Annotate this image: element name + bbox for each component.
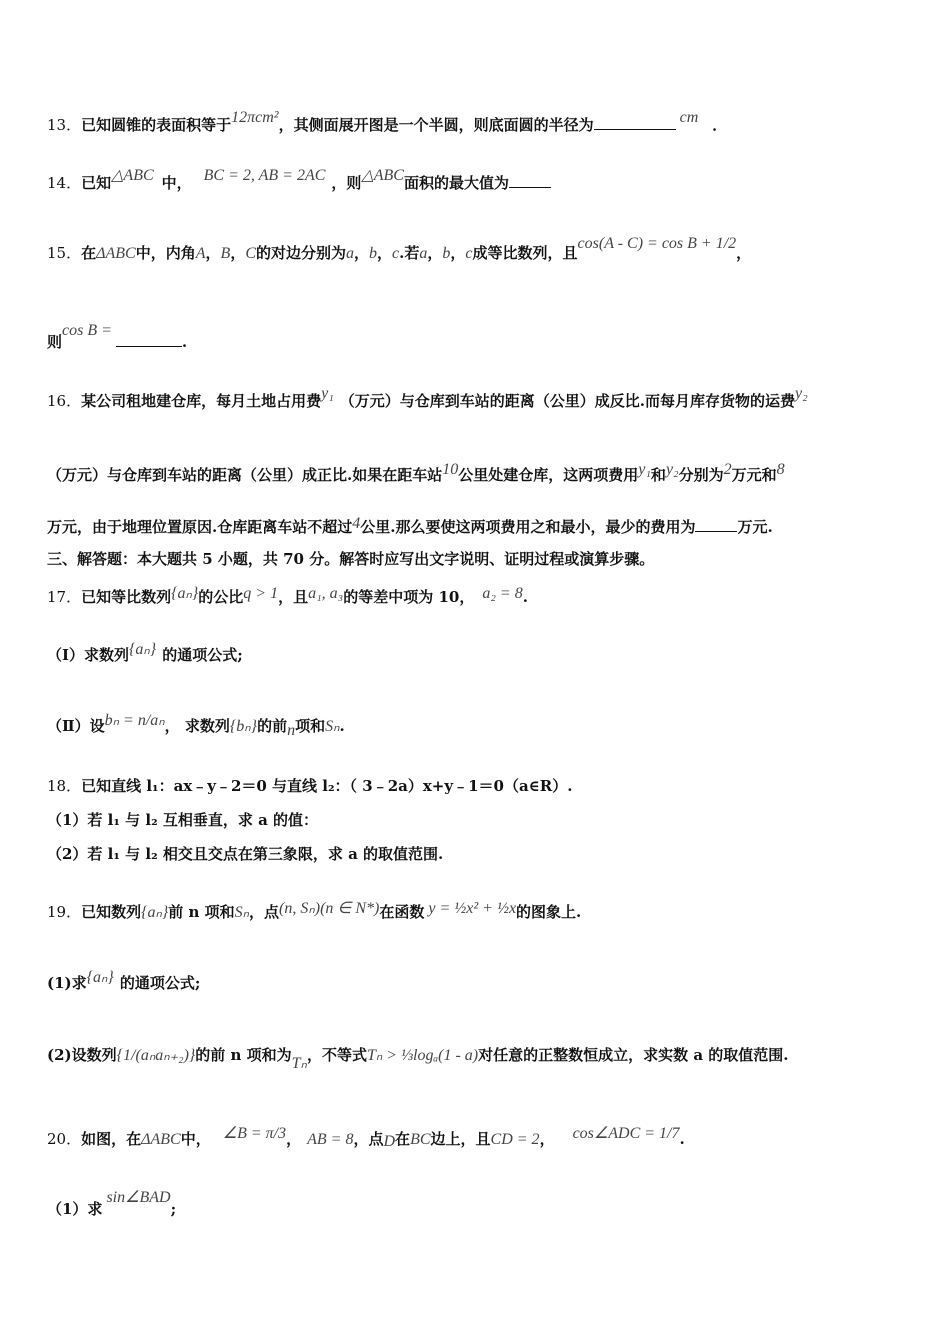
math-expression: D — [383, 1133, 396, 1150]
math-expression: y = ½x² + ½x — [428, 900, 517, 917]
math-expression: cos(A - C) = cos B + 1/2 — [577, 235, 737, 252]
question-text: ，点 — [249, 903, 280, 921]
question-13 — [47, 109, 910, 137]
math-expression: b — [369, 245, 378, 262]
question-19-part-2 — [47, 1046, 910, 1072]
question-text: ． — [712, 116, 728, 134]
question-text: 对任意的正整数恒成立，求实数 a 的取值范围. — [478, 1046, 789, 1064]
question-number: 14． — [47, 174, 82, 192]
part-label: （Ⅱ）设 — [47, 717, 105, 735]
question-text: 万元和 — [731, 466, 777, 484]
question-16 — [47, 385, 910, 413]
math-expression: (n, Sₙ)(n ∈ N*) — [279, 900, 380, 917]
question-text: 某公司租地建仓库，每月土地占用费 — [81, 392, 322, 410]
question-18-part-1: （1）若 l₁ 与 l₂ 互相垂直，求 a 的值： — [47, 811, 319, 829]
question-text: 的前 n 项和为 — [195, 1046, 292, 1064]
question-number: 19． — [47, 903, 82, 921]
question-text: 的前 — [257, 717, 288, 735]
question-14 — [47, 167, 910, 195]
question-17-part-1 — [47, 641, 910, 667]
math-expression: y₁ — [321, 385, 334, 402]
question-text: （万元）与仓库到车站的距离（公里）成反比.而每月库存货物的运费 — [339, 392, 796, 410]
math-expression: cos∠ADC = 1/7 — [572, 1125, 680, 1142]
question-text: 的图象上. — [516, 903, 582, 921]
question-text: ，且 — [278, 588, 309, 606]
math-expression: sin∠BAD — [106, 1189, 171, 1206]
math-expression: Sₙ — [325, 718, 340, 735]
question-text: 如图，在 — [81, 1130, 142, 1148]
question-text: 项和 — [295, 717, 326, 735]
question-text: 已知数列 — [81, 903, 142, 921]
question-text: 中，内角 — [135, 244, 196, 262]
question-text: ，其侧面展开图是一个半圆，则底面圆的半径为 — [278, 116, 594, 134]
question-15-continued — [47, 322, 910, 354]
question-text: ， — [286, 1130, 302, 1148]
math-expression: Tₙ — [291, 1055, 307, 1072]
question-16-line-3 — [47, 517, 910, 539]
question-text: ， — [377, 244, 393, 262]
math-expression: 8 — [776, 461, 785, 478]
math-expression: Sₙ — [234, 904, 250, 921]
question-text: 已知等比数列 — [81, 588, 172, 606]
question-number: 15． — [47, 244, 82, 262]
question-text: 边上，且 — [430, 1130, 491, 1148]
math-expression: cm — [679, 109, 699, 126]
question-text: 万元. — [737, 518, 773, 536]
math-expression: y₁ — [638, 461, 651, 478]
question-text: 公里.那么要使这两项费用之和最小，最少的费用为 — [360, 518, 696, 536]
question-text: 则 — [47, 333, 63, 351]
question-text: 已知 — [81, 174, 112, 192]
question-number: 13． — [47, 116, 82, 134]
question-text: 公里处建仓库，这两项费用 — [458, 466, 639, 484]
question-text: 已知圆锥的表面积等于 — [81, 116, 232, 134]
math-expression: 2 — [723, 461, 732, 478]
question-text: 中， — [161, 174, 192, 192]
question-text: ， — [736, 244, 752, 262]
math-expression: 10 — [442, 461, 459, 478]
question-number: 18． — [47, 777, 82, 795]
question-16-line-2 — [47, 461, 910, 487]
question-number: 16． — [47, 392, 82, 410]
math-expression: bₙ = n/aₙ — [104, 712, 165, 729]
math-expression: c — [392, 245, 400, 262]
question-number: 20． — [47, 1130, 82, 1148]
math-expression: y₂ — [665, 461, 679, 478]
math-expression: a₁, a₃ — [308, 585, 344, 602]
math-expression: cos B = — [62, 322, 112, 339]
question-text: ， — [539, 1130, 555, 1148]
math-expression: 4 — [352, 515, 361, 532]
answer-blank[interactable] — [594, 115, 676, 130]
math-expression: c — [465, 245, 473, 262]
question-17-part-2 — [47, 712, 910, 739]
question-text: ， 求数列 — [164, 717, 230, 735]
question-19-part-1 — [47, 969, 910, 995]
section-heading: 三、解答题：本大题共 5 小题，共 70 分。解答时应写出文字说明、证明过程或演算步骤。 — [47, 550, 655, 568]
math-expression: {aₙ} — [86, 969, 114, 986]
part-label: （1）求 — [47, 1200, 103, 1218]
question-text: 分别为 — [678, 466, 724, 484]
math-expression: 12πcm² — [231, 109, 279, 126]
question-text: . — [679, 1130, 685, 1148]
question-text: 在 — [395, 1130, 411, 1148]
math-expression: a — [419, 245, 428, 262]
part-label: (1)求 — [47, 974, 87, 992]
question-text: 已知直线 l₁：ax﹣y﹣2＝0 与直线 l₂：（ 3﹣2a）x+y﹣1＝0（a∈R）. — [81, 777, 573, 795]
question-text: ， — [450, 244, 466, 262]
question-text: 的对边分别为 — [256, 244, 347, 262]
question-text: 和 — [650, 466, 666, 484]
question-text: 的通项公式; — [162, 646, 243, 664]
part-label: (2)设数列 — [47, 1046, 117, 1064]
question-20 — [47, 1125, 910, 1151]
question-text: 在 — [81, 244, 97, 262]
question-text: 的通项公式; — [119, 974, 201, 992]
math-expression: AB = 8 — [307, 1131, 354, 1148]
question-text: . — [522, 588, 528, 606]
math-expression: {1/(aₙaₙ₊₂)} — [116, 1047, 196, 1064]
math-expression: ΔABC — [96, 245, 136, 262]
math-expression: CD = 2 — [490, 1131, 540, 1148]
question-18 — [47, 777, 910, 797]
math-expression: a — [346, 245, 355, 262]
math-expression: Tₙ > ⅓logₐ(1 - a) — [366, 1047, 479, 1064]
question-text: 在函数 — [379, 903, 425, 921]
math-expression: {aₙ} — [141, 904, 169, 921]
question-text: . — [339, 717, 345, 735]
question-text: ， — [230, 244, 246, 262]
math-expression: B — [220, 245, 231, 262]
question-text: （万元）与仓库到车站的距离（公里）成正比.如果在距车站 — [47, 466, 443, 484]
math-expression: ∠B = π/3 — [222, 1125, 287, 1142]
math-expression: BC = 2, AB = 2AC — [203, 167, 326, 184]
question-text: 前 n 项和 — [168, 903, 235, 921]
question-text: ， — [427, 244, 443, 262]
math-expression: {aₙ} — [171, 585, 199, 602]
question-19 — [47, 900, 910, 924]
math-expression: A — [195, 245, 206, 262]
math-expression: △ABC — [111, 167, 154, 184]
answer-blank[interactable] — [695, 517, 737, 532]
math-expression: q > 1 — [243, 585, 279, 602]
question-text: 成等比数列，且 — [472, 244, 578, 262]
question-18-part-2: （2）若 l₁ 与 l₂ 相交且交点在第三象限，求 a 的取值范围. — [47, 845, 444, 863]
question-number: 17． — [47, 588, 82, 606]
math-expression: n — [287, 722, 296, 739]
question-text: ，不等式 — [306, 1046, 367, 1064]
math-expression: b — [442, 245, 451, 262]
question-text: 中， — [180, 1130, 211, 1148]
math-expression: y₂ — [795, 385, 808, 402]
question-15 — [47, 235, 910, 265]
math-expression: △ABC — [361, 167, 404, 184]
question-text: ， — [205, 244, 221, 262]
answer-blank[interactable] — [509, 173, 551, 188]
question-text: 的公比 — [198, 588, 244, 606]
math-expression: {bₙ} — [229, 718, 258, 735]
question-text: ， — [354, 244, 370, 262]
question-20-part-1 — [47, 1189, 910, 1221]
question-text: 万元，由于地理位置原因.仓库距离车站不超过 — [47, 518, 353, 536]
question-text: .若 — [399, 244, 420, 262]
question-text: 面积的最大值为 — [403, 174, 509, 192]
math-expression: ΔABC — [141, 1131, 181, 1148]
question-text: ，点 — [353, 1130, 384, 1148]
question-17 — [47, 585, 910, 609]
math-expression: C — [245, 245, 256, 262]
math-expression: a₂ = 8 — [482, 585, 523, 602]
math-expression: {aₙ} — [129, 641, 157, 658]
question-text: . — [181, 333, 188, 351]
question-text: 的等差中项为 10， — [343, 588, 475, 606]
question-text: ; — [170, 1200, 177, 1218]
part-label: （Ⅰ）求数列 — [47, 646, 130, 664]
answer-blank[interactable] — [116, 332, 182, 347]
question-text: ，则 — [331, 174, 362, 192]
math-expression: BC — [410, 1131, 431, 1148]
